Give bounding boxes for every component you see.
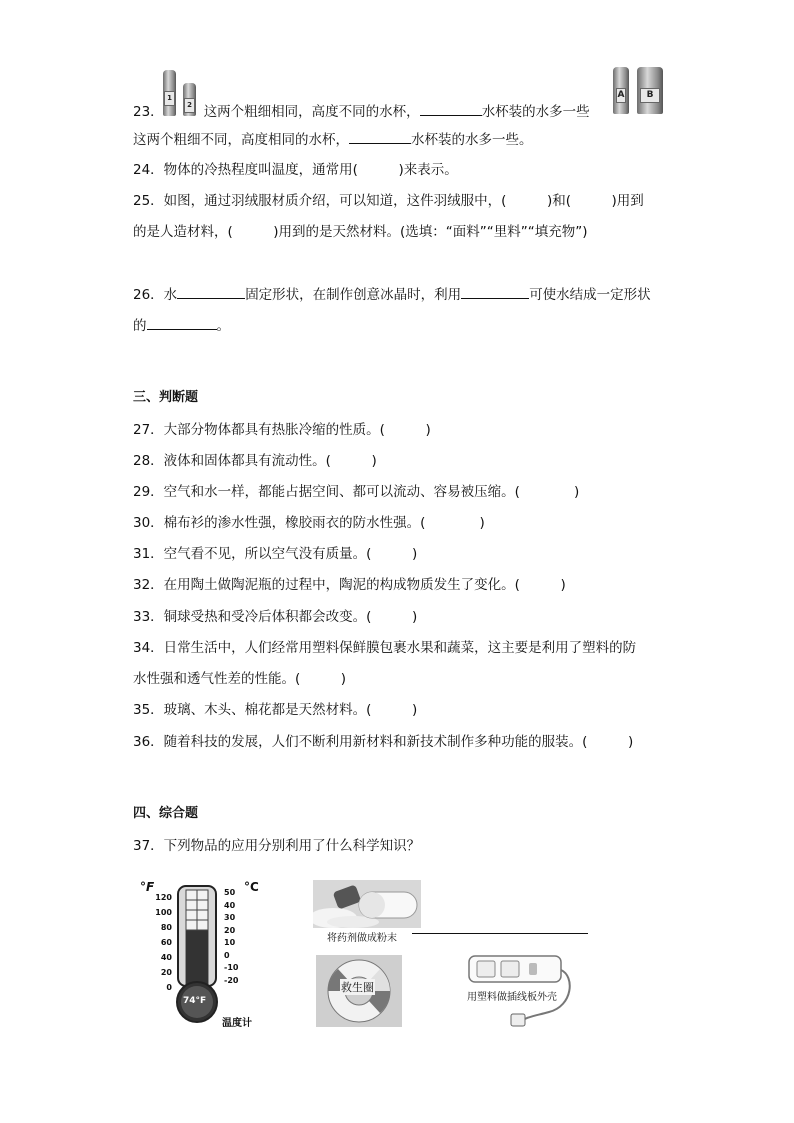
powder-graphic — [313, 880, 421, 928]
answer-line[interactable] — [412, 933, 588, 934]
fahrenheit-scale: 120 100 80 60 40 20 0 — [155, 893, 172, 992]
section-heading-comprehensive: 四、综合题 — [133, 806, 199, 821]
thermometer-reading: 74°F — [183, 996, 207, 1006]
thermometer-image — [136, 876, 276, 1028]
answer-blank[interactable] — [177, 284, 245, 299]
answer-blank[interactable] — [349, 129, 411, 144]
cup-label: 2 — [184, 98, 195, 113]
question-35: 35．玻璃、木头、棉花都是天然材料。( ) — [133, 702, 418, 718]
thermometer-caption: 温度计 — [222, 1018, 252, 1029]
question-27: 27．大部分物体都具有热胀冷缩的性质。( ) — [133, 422, 431, 438]
fahrenheit-unit: °F — [140, 880, 155, 894]
question-36: 36．随着科技的发展，人们不断利用新材料和新技术制作多种功能的服装。( ) — [133, 734, 634, 750]
powder-medicine-image — [313, 880, 421, 942]
answer-blank[interactable] — [461, 284, 529, 299]
question-25-line2: 的是人造材料，( )用到的是天然材料。(选填：“面料”“里料”“填充物”) — [133, 224, 588, 240]
question-34-line2: 水性强和透气性差的性能。( ) — [133, 671, 347, 687]
cup-label: B — [640, 88, 660, 103]
question-29: 29．空气和水一样，都能占据空间、都可以流动、容易被压缩。( ) — [133, 484, 580, 500]
lifebuoy-caption: 救生圈 — [341, 981, 374, 994]
question-37: 37．下列物品的应用分别利用了什么科学知识？ — [133, 838, 421, 854]
power-strip-image — [463, 950, 573, 1030]
question-31: 31．空气看不见，所以空气没有质量。( ) — [133, 546, 418, 562]
question-32: 32．在用陶土做陶泥瓶的过程中，陶泥的构成物质发生了变化。( ) — [133, 577, 566, 593]
question-25-line1: 25．如图，通过羽绒服材质介绍，可以知道，这件羽绒服中，( )和( )用到 — [133, 193, 644, 209]
question-28: 28．液体和固体都具有流动性。( ) — [133, 453, 377, 469]
question-23-line2: 这两个粗细不同，高度相同的水杯， 水杯装的水多一些。 — [133, 129, 533, 150]
celsius-unit: °C — [244, 880, 259, 894]
question-23-line1: 23． 这两个粗细相同，高度不同的水杯， 水杯装的水多一些 — [133, 101, 590, 122]
answer-blank[interactable] — [420, 101, 482, 116]
powder-caption: 将药剂做成粉末 — [327, 933, 397, 944]
cup-label: 1 — [164, 91, 175, 106]
section-heading-judgment: 三、判断题 — [133, 390, 199, 405]
cup-label: A — [616, 88, 626, 103]
question-33: 33．铜球受热和受冷后体积都会改变。( ) — [133, 609, 418, 625]
question-30: 30．棉布衫的渗水性强，橡胶雨衣的防水性强。( ) — [133, 515, 485, 531]
cup-a-image — [613, 67, 629, 114]
question-26-line2: 的 。 — [133, 315, 230, 336]
power-strip-caption: 用塑料做插线板外壳 — [467, 988, 557, 1003]
question-34-line1: 34．日常生活中，人们经常用塑料保鲜膜包裹水果和蔬菜，这主要是利用了塑料的防 — [133, 640, 637, 656]
celsius-scale: 50 40 30 20 10 0 -10 -20 — [224, 888, 239, 985]
cup-b-image — [637, 67, 663, 114]
question-26-line1: 26．水 固定形状，在制作创意冰晶时，利用 可使水结成一定形状 — [133, 284, 651, 305]
answer-blank[interactable] — [147, 315, 217, 330]
lifebuoy-image — [316, 955, 402, 1027]
question-24: 24．物体的冷热程度叫温度，通常用( )来表示。 — [133, 162, 458, 178]
